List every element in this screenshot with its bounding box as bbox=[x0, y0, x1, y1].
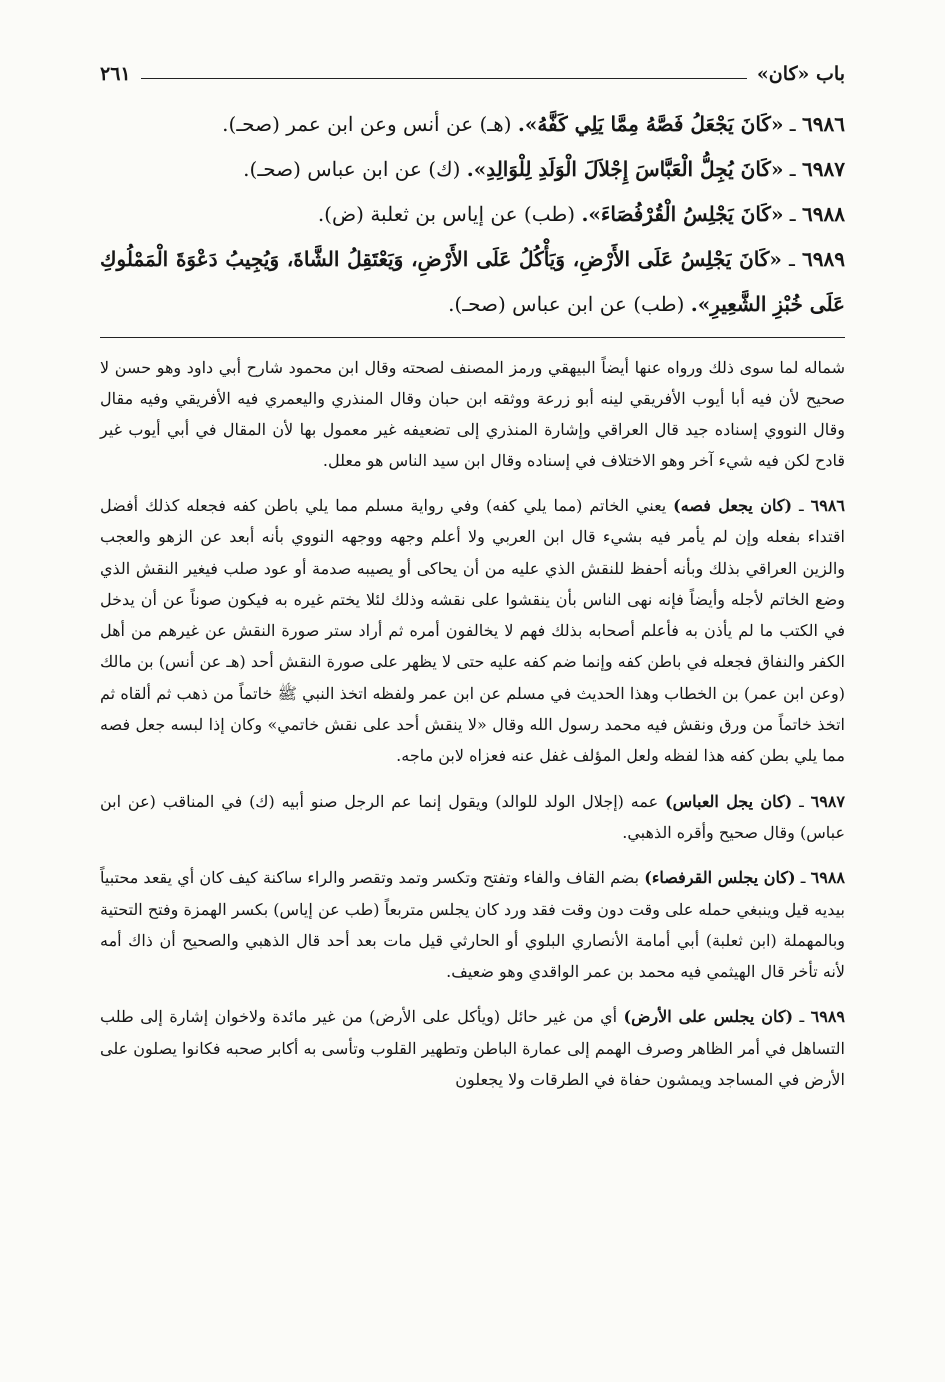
hadith-number: ٦٩٨٨ bbox=[802, 202, 845, 226]
book-page bbox=[100, 54, 845, 1109]
note-number: ٦٩٨٧ bbox=[810, 791, 846, 811]
note-body: أي من غير حائل (ويأكل على الأرض) من غير مائدة ولاخوان إشارة إلى طلب التساهل في أمر الظاهر وصرف الهمم إلى عمارة الباطن وتطهير القلوب وتأسى به أكابر صحبه فكانوا يصلون على الأرض في المساجد ويمشون حفاة في الطرقات ولا يجعلون bbox=[100, 1007, 845, 1090]
hadith-text: «كَانَ يَجْلِسُ عَلَى الأَرْضِ، وَيَأْكُلُ عَلَى الأَرْضِ، وَيَعْتَقِلُ الشَّاةَ، وَيُجِيبُ دَعْوَةَ الْمَمْلُوكِ عَلَى خُبْزِ الشَّعِيرِ». bbox=[100, 247, 845, 316]
hadith-entry: ٦٩٨٦ ـ «كَانَ يَجْعَلُ فَصَّهُ مِمَّا يَلِي كَفَّهُ». (هـ) عن أنس وعن ابن عمر (صحـ). bbox=[222, 112, 845, 136]
note-lead: (كان يجعل فصه) bbox=[673, 496, 793, 515]
hadith-source: (هـ) عن أنس وعن ابن عمر (صحـ). bbox=[222, 112, 512, 136]
commentary-intro: شماله لما سوى ذلك ورواه عنها أيضاً البيهقي ورمز المصنف لصحته وقال ابن محمود شارح أبي داود وهو حسن لا صحيح لأن فيه أبا أيوب الأفريقي لينه أبو زرعة ووثقه ابن حبان وقال المنذري واليعمري فيه الأفريقي وفيه مقال وقال النووي إسناده جيد قال العراقي وإشارة المنذري إلى تضعيفه غير معمول بها لأن المقال في أبي أيوب غير قادح لكن فيه شيء آخر وهو الاختلاف في إسناده وقال ابن سيد الناس هو معلل. bbox=[100, 358, 845, 470]
hadith-entry: ٦٩٨٩ ـ «كَانَ يَجْلِسُ عَلَى الأَرْضِ، وَيَأْكُلُ عَلَى الأَرْضِ، وَيَعْتَقِلُ الشَّاةَ، وَيُجِيبُ دَعْوَةَ الْمَمْلُوكِ عَلَى خُبْزِ الشَّعِيرِ». (طب) عن ابن عباس (صحـ). bbox=[100, 247, 845, 316]
note-number: ٦٩٨٩ bbox=[810, 1007, 846, 1027]
commentary-note: ٦٩٨٧ ـ (كان يجل العباس) عمه (إجلال الولد للوالد) ويقول إنما عم الرجل صنو أبيه (ك) في المناقب (عن ابن عباس) وقال صحيح وأقره الذهبي. bbox=[100, 791, 846, 842]
note-body: عمه (إجلال الولد للوالد) ويقول إنما عم الرجل صنو أبيه (ك) في المناقب (عن ابن عباس) وقال صحيح وأقره الذهبي. bbox=[100, 791, 845, 842]
note-number: ٦٩٨٦ bbox=[810, 496, 846, 515]
note-body: يعني الخاتم (مما يلي كفه) وفي رواية مسلم مما يلي باطن كفه فجعله كذلك أفضل اقتداء بفعله وإن لم يأمر فيه بشيء قال ابن العربي ولا أعلم وجهه ووجهه النووي بأنه أبعد عن الزهو والعجب والزين العراقي بذلك وبأنه أحفظ للنقش الذي عليه من أن يحاكى أو يصيبه صدمة أو عود صلب فيغير النقش الذي وضع الخاتم لأجله وأيضاً فإنه نهى الناس بأن ينقشوا على نقشه وذلك لئلا يختم غيره به فيكون صوناً عن أن يدخل في الكتب ما لم يأذن به فأعلم أصحابه بذلك فهم لا يخالفون أمره ثم أراد ستر صورة النقش عن غيرهم من أهل الكفر والنفاق فجعله في باطن كفه وإنما ضم كفه عليه حتى لا يظهر على صورة النقش أحد (هـ عن أنس) بن مالك (وعن ابن عمر) بن الخطاب وهذا الحديث في مسلم عن ابن عمر ولفظه اتخذ النبي ﷺ خاتماً من ذهب ثم ألقاه ثم اتخذ خاتماً من ورق ونقش فيه محمد رسول الله وقال «لا ينقش أحد على نقش خاتمي» وكان إذا لبسه جعل فصه مما يلي بطن كفه هذا لفظه ولعل المؤلف غفل عنه فعزاه لابن ماجه. bbox=[100, 496, 846, 766]
hadith-entry: ٦٩٨٨ ـ «كَانَ يَجْلِسُ الْقُرْفُصَاءَ». (طب) عن إياس بن ثعلبة (ض). bbox=[317, 202, 845, 226]
running-header bbox=[100, 54, 845, 94]
hadith-number: ٦٩٨٦ bbox=[802, 112, 845, 136]
hadith-source: (ك) عن ابن عباس (صحـ). bbox=[243, 157, 461, 181]
commentary-note: ٦٩٨٦ ـ (كان يجعل فصه) يعني الخاتم (مما يلي كفه) وفي رواية مسلم مما يلي باطن كفه فجعله كذلك أفضل اقتداء بفعله وإن لم يأمر فيه بشيء قال ابن العربي ولا أعلم وجهه ووجهه النووي بأنه أبعد عن الزهو والعجب والزين العراقي بذلك وبأنه أحفظ للنقش الذي عليه من أن يحاكى أو يصيبه صدمة أو عود صلب فيغير النقش الذي وضع الخاتم لأجله وأيضاً فإنه نهى الناس بأن ينقشوا على نقشه وذلك لئلا يختم غيره به فيكون صوناً عن أن يدخل في الكتب ما لم يأذن به فأعلم أصحابه بذلك فهم لا يخالفون أمره ثم أراد ستر صورة النقش عن غيرهم من أهل الكفر والنفاق فجعله في باطن كفه وإنما ضم كفه عليه حتى لا يظهر على صورة النقش أحد (هـ عن أنس) بن مالك (وعن ابن عمر) بن الخطاب وهذا الحديث في مسلم عن ابن عمر ولفظه اتخذ النبي ﷺ خاتماً من ذهب ثم ألقاه ثم اتخذ خاتماً من ورق ونقش فيه محمد رسول الله وقال «لا ينقش أحد على نقش خاتمي» وكان إذا لبسه جعل فصه مما يلي بطن كفه هذا لفظه ولعل المؤلف غفل عنه فعزاه لابن ماجه. bbox=[100, 496, 846, 766]
chapter-title: باب «كان» bbox=[756, 63, 845, 85]
hadith-text: «كَانَ يَجْعَلُ فَصَّهُ مِمَّا يَلِي كَفَّهُ». bbox=[517, 112, 784, 136]
hadith-source: (طب) عن إياس بن ثعلبة (ض). bbox=[317, 202, 576, 226]
commentary-note: ٦٩٨٨ ـ (كان يجلس القرفصاء) بضم القاف والفاء وتفتح وتكسر وتمد وتقصر والراء ساكنة كيف كان أي يقعد محتبياً بيديه قيل وينبغي حمله على وقت دون وقت فقد ورد كان يجلس متربعاً (طب عن إياس) بكسر الهمزة وفتح التحتية وبالمهملة (ابن ثعلبة) أبي أمامة الأنصاري البلوي أو الحارثي قيل مات بعد أحد قال الذهبي والصحيح أن ذاك أمه لأنه تأخر قال الهيثمي فيه محمد بن عمر الواقدي وهو ضعيف. bbox=[100, 868, 846, 982]
note-number: ٦٩٨٨ bbox=[810, 868, 846, 888]
hadith-text: «كَانَ يُجِلُّ الْعَبَّاسَ إِجْلاَلَ الْوَلَدِ لِلْوَالِدِ». bbox=[466, 157, 784, 181]
hadith-text: «كَانَ يَجْلِسُ الْقُرْفُصَاءَ». bbox=[581, 202, 784, 226]
note-lead: (كان يجلس على الأرض) bbox=[623, 1007, 794, 1027]
note-body: بضم القاف والفاء وتفتح وتكسر وتمد وتقصر والراء ساكنة كيف كان أي يقعد محتبياً بيديه قيل وينبغي حمله على وقت دون وقت فقد ورد كان يجلس متربعاً (طب عن إياس) بكسر الهمزة وفتح التحتية وبالمهملة (ابن ثعلبة) أبي أمامة الأنصاري البلوي أو الحارثي قيل مات بعد أحد قال الذهبي والصحيح أن ذاك أمه لأنه تأخر قال الهيثمي فيه محمد بن عمر الواقدي وهو ضعيف. bbox=[100, 868, 845, 982]
hadith-source: (طب) عن ابن عباس (صحـ). bbox=[448, 292, 685, 316]
note-lead: (كان يجلس القرفصاء) bbox=[644, 868, 796, 888]
hadith-number: ٦٩٨٩ bbox=[802, 247, 845, 271]
hadith-entry: ٦٩٨٧ ـ «كَانَ يُجِلُّ الْعَبَّاسَ إِجْلاَلَ الْوَلَدِ لِلْوَالِدِ». (ك) عن ابن عباس (صحـ). bbox=[243, 157, 845, 181]
header-rule bbox=[141, 78, 747, 79]
footnote-divider bbox=[100, 337, 845, 338]
note-lead: (كان يجل العباس) bbox=[665, 791, 793, 811]
commentary-note: ٦٩٨٩ ـ (كان يجلس على الأرض) أي من غير حائل (ويأكل على الأرض) من غير مائدة ولاخوان إشارة إلى طلب التساهل في أمر الظاهر وصرف الهمم إلى عمارة الباطن وتطهير القلوب وتأسى به أكابر صحبه فكانوا يصلون على الأرض في المساجد ويمشون حفاة في الطرقات ولا يجعلون bbox=[100, 1007, 846, 1090]
hadith-number: ٦٩٨٧ bbox=[802, 157, 845, 181]
page-number: ٢٦١ bbox=[100, 63, 131, 85]
